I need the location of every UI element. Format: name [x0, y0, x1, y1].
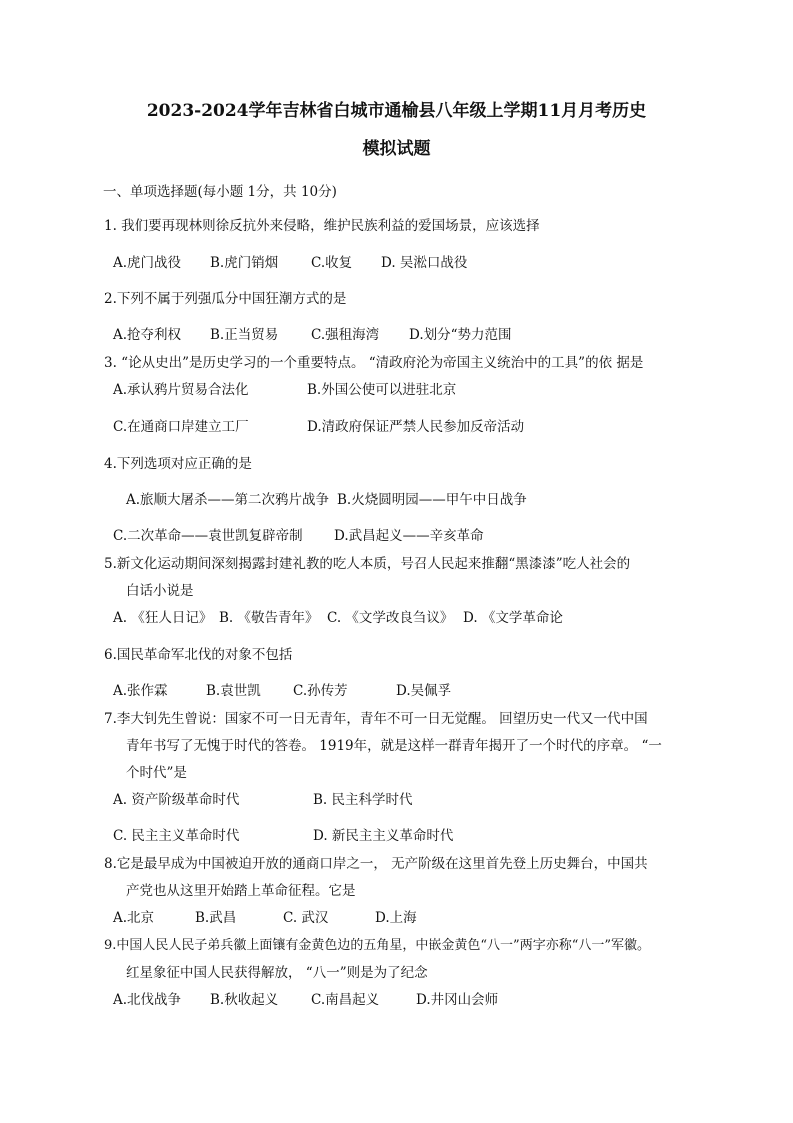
question-7-option-b: B. 民主科学时代	[313, 792, 413, 808]
question-6-option-c: C.孙传芳	[293, 683, 348, 699]
question-6-option-b: B.袁世凯	[206, 683, 261, 699]
document-title-line2: 模拟试题	[362, 139, 431, 159]
question-1-option-b: B.虎门销烟	[210, 255, 279, 271]
question-3-option-d: D.清政府保证严禁人民参加反帝活动	[307, 419, 525, 435]
question-3-option-a: A.承认鸦片贸易合法化	[113, 382, 249, 398]
question-3-option-b: B.外国公使可以进驻北京	[307, 382, 457, 398]
document-title-line1: 2023-2024学年吉林省白城市通榆县八年级上学期11月月考历史	[146, 101, 647, 121]
question-7-stem-line1: 7.李大钊先生曾说：国家不可一日无青年，青年不可一日无觉醒。 回望历史一代又一代中国	[104, 711, 648, 727]
question-5-option-a: A. 《狂人日记》	[113, 610, 213, 626]
question-9-stem-line1: 9.中国人民人民子弟兵徽上面镶有金黄色边的五角星，中嵌金黄色“八一”两字亦称“八一”军徽。	[104, 938, 650, 953]
question-4-option-b: B.火烧圆明园——甲午中日战争	[337, 492, 527, 508]
question-8-stem-line2: 产党也从这里开始踏上革命征程。它是	[126, 883, 356, 899]
question-1-option-c: C.收复	[311, 255, 353, 271]
question-7-option-d: D. 新民主主义革命时代	[313, 828, 454, 844]
question-9-option-d: D.井冈山会师	[416, 992, 499, 1008]
question-7-option-c: C. 民主主义革命时代	[113, 828, 240, 844]
question-8-option-d: D.上海	[375, 910, 417, 926]
question-4-option-c: C.二次革命——袁世凯复辟帝制	[113, 528, 303, 544]
question-7-stem-line3: 个时代”是	[126, 765, 187, 781]
question-4-option-d: D.武昌起义——辛亥革命	[334, 528, 484, 544]
question-8-stem-line1: 8.它是最早成为中国被迫开放的通商口岸之一， 无产阶级在这里首先登上历史舞台，中国共	[104, 856, 648, 872]
question-3-option-c: C.在通商口岸建立工厂	[113, 419, 249, 435]
question-1-option-a: A.虎门战役	[113, 255, 182, 271]
question-6-option-d: D.吴佩孚	[396, 683, 452, 699]
question-8-option-b: B.武昌	[195, 910, 237, 926]
question-9-stem-line2: 红星象征中国人民获得解放， “八一”则是为了纪念	[126, 965, 428, 981]
question-1-option-d: D. 吴淞口战役	[381, 255, 468, 271]
question-6-stem: 6.国民革命军北伐的对象不包括	[104, 647, 293, 663]
question-7-option-a: A. 资产阶级革命时代	[113, 792, 240, 808]
question-4-option-a: A.旅顺大屠杀——第二次鸦片战争	[126, 492, 330, 508]
question-7-stem-line2: 青年书写了无愧于时代的答卷。 1919年，就是这样一群青年揭开了一个时代的序章。 “一	[126, 738, 662, 754]
question-8-option-a: A.北京	[113, 910, 155, 926]
question-5-stem-line1: 5.新文化运动期间深刻揭露封建礼教的吃人本质，号召人民起来推翻“黑漆漆”吃人社会的	[104, 556, 631, 572]
section-heading: 一、单项选择题(每小题 1分，共 10分)	[103, 184, 337, 200]
question-2-option-a: A.抢夺利权	[113, 327, 182, 343]
question-2-stem: 2.下列不属于列强瓜分中国狂潮方式的是	[104, 291, 347, 307]
question-9-option-c: C.南昌起义	[311, 992, 380, 1008]
question-5-stem-line2: 白话小说是	[126, 583, 194, 599]
question-5-option-b: B. 《敬告青年》	[219, 610, 319, 626]
question-9-option-a: A.北伐战争	[113, 992, 182, 1008]
question-2-option-b: B.正当贸易	[210, 327, 279, 343]
question-1-stem: 1. 我们要再现林则徐反抗外来侵略，维护民族利益的爱国场景，应该选择	[104, 218, 540, 234]
question-2-option-c: C.强租海湾	[311, 327, 380, 343]
question-5-option-c: C. 《文学改良刍议》	[327, 610, 454, 626]
question-9-option-b: B.秋收起义	[210, 992, 279, 1008]
question-5-option-d: D. 《文学革命论	[463, 610, 563, 626]
question-4-stem: 4.下列选项对应正确的是	[104, 456, 252, 472]
question-6-option-a: A.张作霖	[113, 683, 168, 699]
question-8-option-c: C. 武汉	[283, 910, 329, 926]
question-3-stem: 3. “论从史出”是历史学习的一个重要特点。 “清政府沦为帝国主义统治中的工具”的依 据是	[104, 355, 644, 371]
question-2-option-d: D.划分“势力范围	[409, 327, 512, 343]
